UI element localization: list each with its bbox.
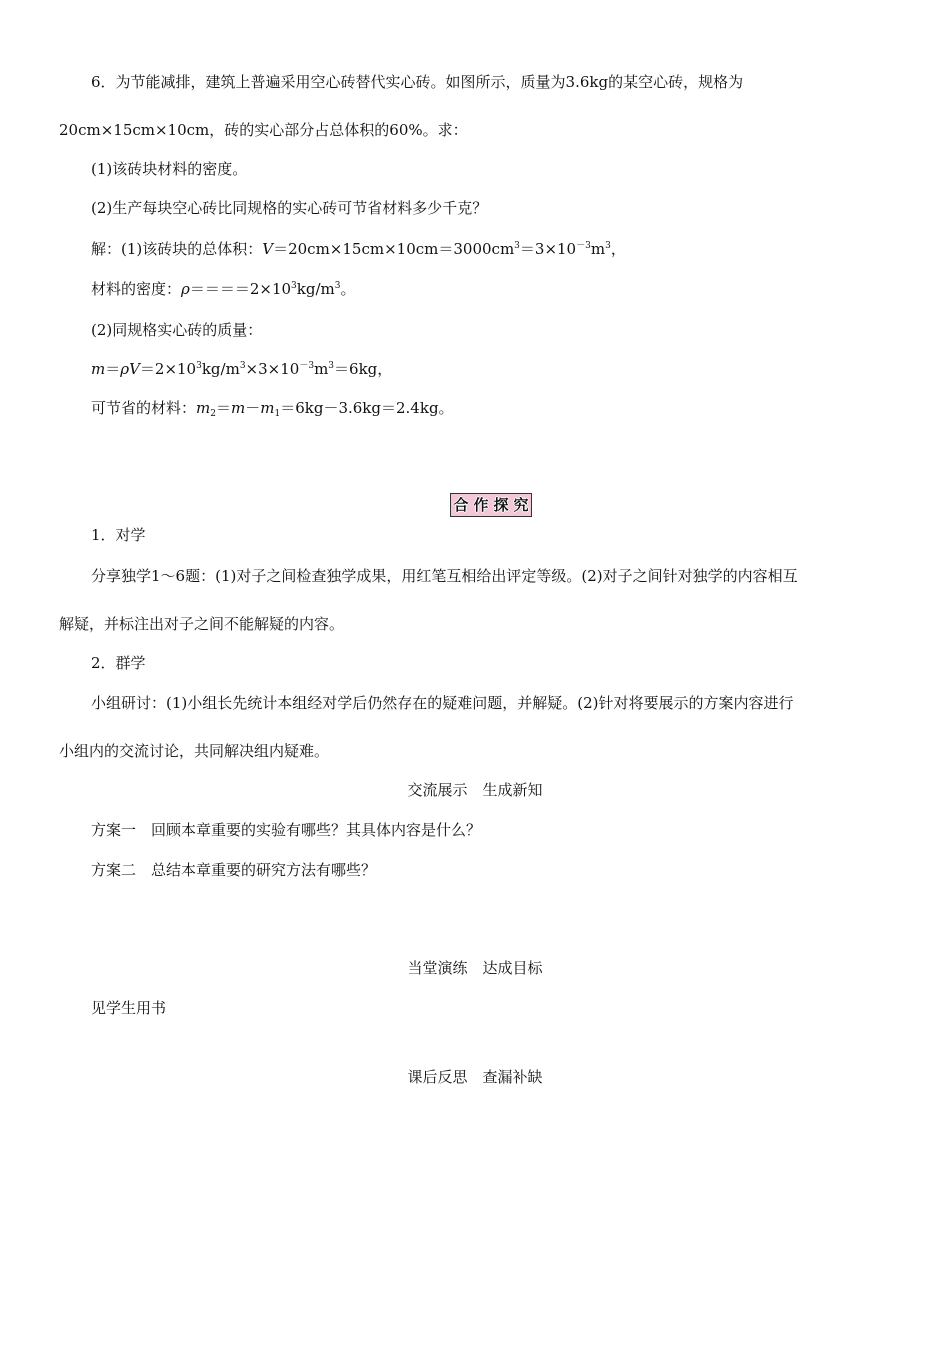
solution-volume-mid: ＝3×10: [519, 240, 577, 258]
equals: ＝: [215, 399, 231, 417]
practice-text: 见学生用书: [91, 999, 167, 1017]
solution-density-eq: ＝＝＝＝2×10: [189, 280, 292, 298]
exponent: 3: [239, 361, 246, 371]
pair-study-line-1: 分享独学1～6题：(1)对子之间检查独学成果，用红笔互相给出评定等级。(2)对子之间针对独学的内容相互: [91, 567, 798, 585]
var-m: m: [196, 399, 211, 417]
solution-volume-eq: ＝20cm×15cm×10cm＝3000cm: [273, 240, 515, 258]
solution-mass-eq: ＝2×10: [139, 360, 197, 378]
exponent: 3: [514, 241, 520, 251]
section-badge-cooperation: [450, 493, 532, 517]
var-m: m: [91, 360, 106, 378]
badge-char-4: 究: [513, 496, 529, 514]
problem-6-line-2: 20cm×15cm×10cm，砖的实心部分占总体积的60%。求：: [59, 121, 468, 139]
solution-mass-mid: ×3×10: [245, 360, 300, 378]
exponent: 3: [328, 361, 335, 371]
badge-char-3: 探: [493, 496, 509, 514]
solution-volume: [91, 239, 626, 259]
heading-pair-study: 1．对学: [91, 526, 146, 544]
unit: kg/m: [296, 280, 335, 298]
unit: m: [590, 240, 606, 258]
solution-part-2-heading: (2)同规格实心砖的质量：: [91, 321, 263, 339]
exponent: 3: [605, 241, 611, 251]
practice-title: 当堂演练 达成目标: [407, 959, 543, 977]
badge-char-1: 合: [453, 496, 469, 514]
var-m: m: [231, 399, 246, 417]
solution-saved: [91, 398, 454, 418]
plan-1: 方案一 回顾本章重要的实验有哪些？其具体内容是什么？: [91, 821, 482, 839]
solution-saved-prefix: 可节省的材料：: [91, 399, 197, 417]
equals: ＝: [105, 360, 121, 378]
var-rho: ρ: [181, 280, 190, 298]
exponent: －3: [299, 361, 315, 371]
solution-volume-prefix: 解：(1)该砖块的总体积：: [91, 240, 263, 258]
pair-study-line-2: 解疑，并标注出对子之间不能解疑的内容。: [59, 615, 345, 633]
solution-density-prefix: 材料的密度：: [91, 280, 182, 298]
exponent: 3: [291, 281, 297, 291]
problem-6-line-1: 6．为节能减排，建筑上普遍采用空心砖替代实心砖。如图所示，质量为3.6kg的某空心砖，规格为: [91, 73, 744, 91]
exchange-title: 交流展示 生成新知: [407, 781, 543, 799]
question-2: (2)生产每块空心砖比同规格的实心砖可节省材料多少千克？: [91, 199, 488, 217]
solution-saved-end: ＝6kg－3.6kg＝2.4kg。: [280, 399, 454, 417]
minus: －: [245, 399, 261, 417]
group-study-line-1: 小组研讨：(1)小组长先统计本组经对学后仍然存在的疑难问题，并解疑。(2)针对将要展示的方案内容进行: [91, 694, 794, 712]
exponent: 3: [196, 361, 202, 371]
reflection-title: 课后反思 查漏补缺: [407, 1068, 543, 1086]
var-m: m: [260, 399, 275, 417]
solution-mass: [91, 359, 392, 379]
solution-mass-end: ＝6kg，: [334, 360, 393, 378]
var-v: V: [262, 240, 274, 258]
exponent: 3: [334, 281, 341, 291]
exponent: －3: [576, 241, 591, 251]
punctuation: ，: [610, 240, 626, 258]
badge-char-2: 作: [473, 496, 489, 514]
plan-2: 方案二 总结本章重要的研究方法有哪些？: [91, 861, 377, 879]
subscript: 1: [274, 409, 281, 419]
heading-group-study: 2．群学: [91, 654, 146, 672]
unit: kg/m: [201, 360, 240, 378]
subscript: 2: [210, 409, 216, 419]
group-study-line-2: 小组内的交流讨论，共同解决组内疑难。: [59, 742, 330, 760]
unit: m: [314, 360, 329, 378]
punctuation: 。: [340, 280, 356, 298]
var-rho-v: ρV: [120, 360, 140, 378]
solution-density: [91, 279, 356, 299]
question-1: (1)该砖块材料的密度。: [91, 160, 248, 178]
